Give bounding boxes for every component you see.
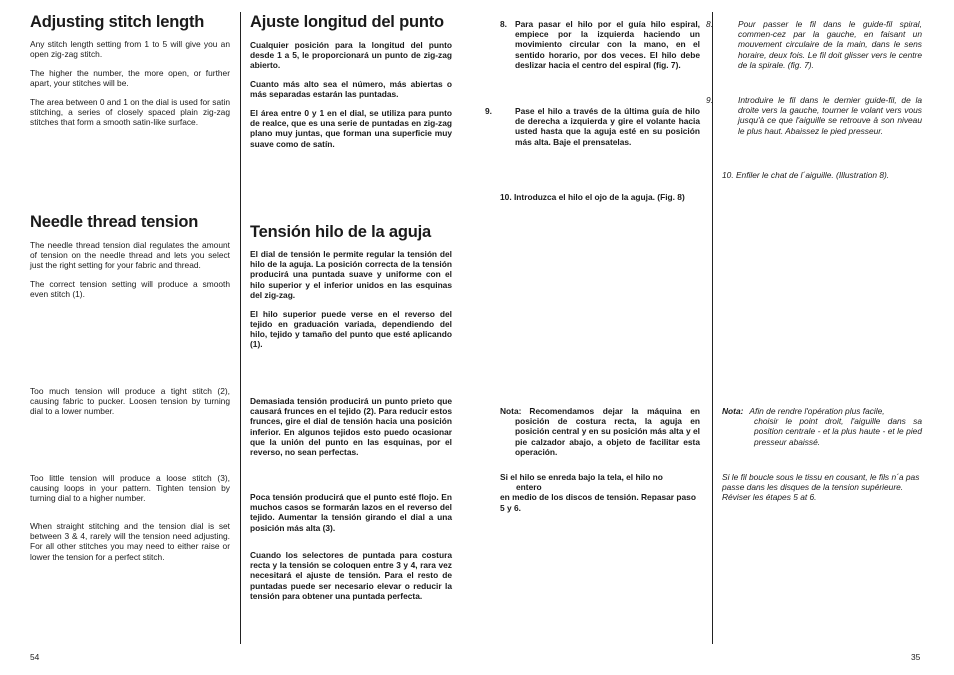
spanish-cuando-selectores <box>250 550 452 601</box>
note-text: choisir le point droit, l'aiguille dans sa position centrale - et la plus haute - et le pied presseur abaissé. <box>754 416 922 447</box>
step-text: Introduire le fil dans le dernier guide-fil, de la droite vers la gauche, tourner le volant vers vous jusqu'à ce que l'aiguille se retrouve à son niveau le plus haut. Abaissez le pied presseur. <box>738 95 922 136</box>
heading-ajuste-longitud: Ajuste longitud del punto <box>250 13 444 31</box>
note <box>500 406 700 457</box>
paragraph: entero <box>516 482 542 493</box>
paragraph: Poca tensión producirá que el punto esté flojo. En muchos casos se formarán lazos en el reverso del tejido. Aumentar la tensión girando el dial a una posición más alta (3). <box>250 492 452 533</box>
paragraph: en medio de los discos de tensión. Repasar paso 5 y 6. <box>500 492 696 513</box>
paragraph: The area between 0 and 1 on the dial is used for satin stitching, a series of closely spaced plain zig-zag stitches that form a smooth satin-like surface. <box>30 96 230 128</box>
page-number-right: 35 <box>911 652 921 662</box>
step-number: 9. <box>485 106 492 116</box>
heading-tension-hilo: Tensión hilo de la aguja <box>250 223 432 241</box>
list-item: 10. Introduzca el hilo el ojo de la aguja. (Fig. 8) <box>500 192 685 202</box>
spanish-enreda <box>500 472 700 513</box>
french-step-10 <box>722 170 922 180</box>
heading-adjusting-stitch-length: Adjusting stitch length <box>30 13 205 31</box>
spanish-column-top <box>250 40 452 149</box>
step-text: Para pasar el hilo por el guía hilo espiral, empiece por la izquierda haciendo un movimiento circular con la mano, en el sentido horario, por dos veces. El hilo debe deslizar hacia el centro del espiral (fig. 7). <box>515 19 700 70</box>
spanish-tension-intro <box>250 249 452 349</box>
list-item: 10. Enfiler le chat de l´aiguille. (Illustration 8). <box>722 170 890 180</box>
paragraph: El área entre 0 y 1 en el dial, se utiliza para punto de realce, que es una serie de puntadas en zig-zag plano muy juntas, que forman una superficie muy suave como de satín. <box>250 108 452 149</box>
step-text: Pase el hilo a través de la última guía de hilo de derecha a izquierda y gire el volante hacia usted hasta que la aguja esté en su posición más alta. Baje el prensatelas. <box>515 106 700 147</box>
spanish-poca-tension <box>250 492 452 533</box>
step-number: 8. <box>500 19 507 29</box>
note-text: Afin de rendre l'opération plus facile, <box>749 406 885 416</box>
note-text: Recomendamos dejar la máquina en posición de costura recta, la aguja en posición central y en su posición más alta y el pie calzador abajo, a objeto de facilitar esta operación. <box>515 406 700 457</box>
spanish-step-8 <box>500 19 700 70</box>
paragraph: Any stitch length setting from 1 to 5 will give you an open zig-zag stitch. <box>30 39 230 60</box>
page-number-left: 54 <box>30 652 40 662</box>
french-boucle <box>722 472 922 503</box>
french-step-9 <box>706 95 922 136</box>
list-item <box>500 19 700 70</box>
english-too-much-tension <box>30 386 230 417</box>
note-label: Nota: <box>500 406 522 416</box>
spanish-step-9 <box>485 106 700 147</box>
english-too-little-tension <box>30 473 230 504</box>
english-column-top <box>30 39 230 127</box>
paragraph: The correct tension setting will produce a smooth even stitch (1). <box>30 279 230 300</box>
paragraph: The needle thread tension dial regulates the amount of tension on the needle thread and lets you select just the right setting for your fabric and thread. <box>30 240 230 271</box>
list-item <box>706 19 922 70</box>
paragraph: Cualquier posición para la longitud del punto desde 1 a 5, le proporcionará un punto de zig-zag abierto. <box>250 40 452 71</box>
paragraph: Cuando los selectores de puntada para costura recta y la tensión se coloquen entre 3 y 4, rara vez necesitará el ajuste de tensión. Para el resto de puntadas puede ser necesario elevar o reducir la tensión para obtener una puntada perfecta. <box>250 550 452 601</box>
note-label: Nota: <box>722 406 744 416</box>
paragraph: Si le fil boucle sous le tissu en cousant, le fils n´a pas passe dans les disques de la tension supérieure. Réviser les étapes 5 at 6. <box>722 472 920 503</box>
paragraph: El dial de tensión le permite regular la tensión del hilo de la aguja. La posición correcta de la tensión producirá una puntada suave y uniforme con el hilo superior y el inferior unidos en las esquinas del zig-zag. <box>250 249 452 300</box>
paragraph: Demasiada tensión producirá un punto prieto que causará frunces en el tejido (2). Para reducir estos frunces, gire el dial de tensión hacia una posición inferior. En algunos tejidos esto puedo ocasionar que la unión del punto en las esquinas, por el reverso, no sean perfectas. <box>250 396 452 458</box>
column-divider-right <box>712 12 713 644</box>
spanish-demasiada-tension <box>250 396 452 457</box>
spanish-nota <box>500 406 700 457</box>
heading-needle-thread-tension: Needle thread tension <box>30 213 199 231</box>
french-nota <box>722 406 922 447</box>
paragraph: Too much tension will produce a tight stitch (2), causing fabric to pucker. Loosen tension by turning dial to a lower number. <box>30 386 230 417</box>
paragraph: Too little tension will produce a loose stitch (3), causing loops in your pattern. Tighten tension by turning dial to a higher number. <box>30 473 230 504</box>
step-text: Pour passer le fil dans le guide-fil spiral, commen-cez par la gauche, en faisant un mouvement circulaire de la main, dans le sens horaire, deux fois. Le fil doit glisser vers le centre de la spirale. (fig. 7). <box>738 19 922 70</box>
paragraph: Cuanto más alto sea el número, más abiertas o más separadas estarán las puntadas. <box>250 79 452 100</box>
english-straight-stitching <box>30 521 230 562</box>
spanish-step-10 <box>500 192 700 202</box>
paragraph: Si el hilo se enreda bajo la tela, el hilo no <box>500 472 663 482</box>
paragraph: El hilo superior puede verse en el reverso del tejido en graduación variada, dependiendo del hilo, tejido y tamaño del punto que esté aplicando (1). <box>250 308 452 350</box>
note <box>722 406 922 416</box>
paragraph: The higher the number, the more open, or further apart, your stitches will be. <box>30 67 230 89</box>
list-item <box>485 106 700 147</box>
paragraph: When straight stitching and the tension dial is set between 3 & 4, rarely will the tension need adjusting. For all other stitches you may need to either raise or lower the tension for a perfect stitch. <box>30 521 230 562</box>
step-number: 9. <box>706 95 713 105</box>
list-item <box>706 95 922 136</box>
french-step-8 <box>706 19 922 70</box>
english-tension-intro <box>30 240 230 300</box>
column-divider-left <box>240 12 241 644</box>
step-number: 8. <box>706 19 713 29</box>
